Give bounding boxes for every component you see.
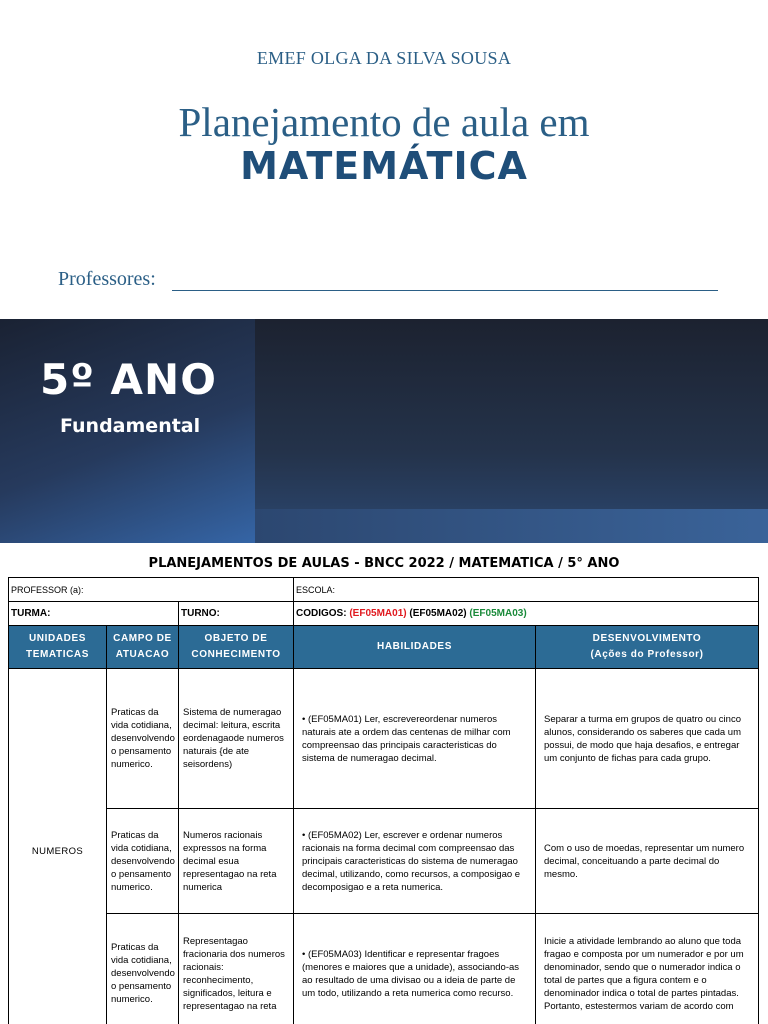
table-row xyxy=(9,669,759,809)
plan-title: PLANEJAMENTOS DE AULAS - BNCC 2022 / MATEMATICA / 5° ANO xyxy=(148,556,620,571)
codigos-label: CODIGOS: xyxy=(296,608,347,619)
code-ef05ma03: (EF05MA03) xyxy=(469,608,527,619)
lesson-plan-table xyxy=(8,577,759,1024)
col-desenvolvimento-sub: (Ações do Professor) xyxy=(590,649,704,660)
turno-label: TURNO: xyxy=(181,608,220,619)
turno-cell[interactable] xyxy=(179,602,294,626)
objeto-cell: Numeros racionais expressos na forma decimal esua representagao na reta numerica xyxy=(179,809,294,914)
page-title-line1: Planejamento de aula em xyxy=(178,99,590,145)
desenvolvimento-cell: Com o uso de moedas, representar um numero decimal, conceituando a parte decimal do mesmo. xyxy=(536,809,759,914)
turma-label: TURMA: xyxy=(11,608,51,619)
habilidade-cell: • (EF05MA01) Ler, escrevereordenar numeros naturais ate a ordem das centenas de milhar com compreensao das principais caracteristicas do sistema de numeragao decimal. xyxy=(294,669,536,809)
escola-label: ESCOLA: xyxy=(296,584,336,595)
col-habilidades: HABILIDADES xyxy=(294,626,536,669)
table-header-row xyxy=(9,626,759,669)
turma-cell[interactable] xyxy=(9,602,179,626)
code-ef05ma01: (EF05MA01) xyxy=(349,608,407,619)
campo-cell: Praticas da vida cotidiana, desenvolvendo o pensamento numerico. xyxy=(107,669,179,809)
desenvolvimento-cell: Inicie a atividade lembrando ao aluno que toda fragao e composta por um numerador e por um denominador, sendo que o numerador indica o total de partes que a figura contem e o denominador indica o total de partes pintadas. Portanto, estestermos variam de acordo com xyxy=(536,914,759,1024)
professor-cell[interactable] xyxy=(9,578,294,602)
col-unidades: UNIDADES TEMATICAS xyxy=(9,626,107,669)
table-row-turma xyxy=(9,602,759,626)
page-title-subject: MATEMÁTICA xyxy=(240,144,528,188)
banner-bottom-strip xyxy=(255,509,768,543)
table-row-professor xyxy=(9,578,759,602)
campo-cell: Praticas da vida cotidiana, desenvolvendo o pensamento numerico. xyxy=(107,809,179,914)
professors-fill-line xyxy=(172,290,718,291)
unit-cell: NUMEROS xyxy=(9,669,107,1024)
table-row xyxy=(9,914,759,1024)
professors-label: Professores: xyxy=(58,268,156,290)
col-desenvolvimento-title: DESENVOLVIMENTO xyxy=(592,633,702,644)
table-row xyxy=(9,809,759,914)
grade-banner xyxy=(0,319,768,543)
campo-cell: Praticas da vida cotidiana, desenvolvendo o pensamento numerico. xyxy=(107,914,179,1024)
grade-label: 5º ANO xyxy=(40,355,217,404)
professor-label: PROFESSOR (a): xyxy=(11,584,84,595)
desenvolvimento-cell: Separar a turma em grupos de quatro ou cinco alunos, considerando os saberes que cada um possui, de modo que haja desafios, e entregar um conjunto de fichas para cada grupo. xyxy=(536,669,759,809)
codigos-cell xyxy=(294,602,759,626)
col-objeto: OBJETO DE CONHECIMENTO xyxy=(179,626,294,669)
objeto-cell: Representagao fracionaria dos numeros racionais: reconhecimento, significados, leitura e representagao na reta xyxy=(179,914,294,1024)
school-name: EMEF OLGA DA SILVA SOUSA xyxy=(256,48,512,68)
col-campo: CAMPO DE ATUACAO xyxy=(107,626,179,669)
col-desenvolvimento xyxy=(536,626,759,669)
code-ef05ma02: (EF05MA02) xyxy=(409,608,467,619)
habilidade-cell: • (EF05MA03) Identificar e representar fragoes (menores e maiores que a unidade), associando-as ao resultado de uma divisao ou a ideia de parte de um todo, utilizando a reta numerica como recurso. xyxy=(294,914,536,1024)
escola-cell[interactable] xyxy=(294,578,759,602)
level-label: Fundamental xyxy=(60,415,201,437)
objeto-cell: Sistema de numeragao decimal: leitura, escrita eordenagaode numeros naturais {de ate seisordens) xyxy=(179,669,294,809)
habilidade-cell: • (EF05MA02) Ler, escrever e ordenar numeros racionais na forma decimal com compreensao das principais caracteristicas do sistema de numeragao decimal, utilizando, como recursos, a composigao e decomposigao e a reta numerica. xyxy=(294,809,536,914)
